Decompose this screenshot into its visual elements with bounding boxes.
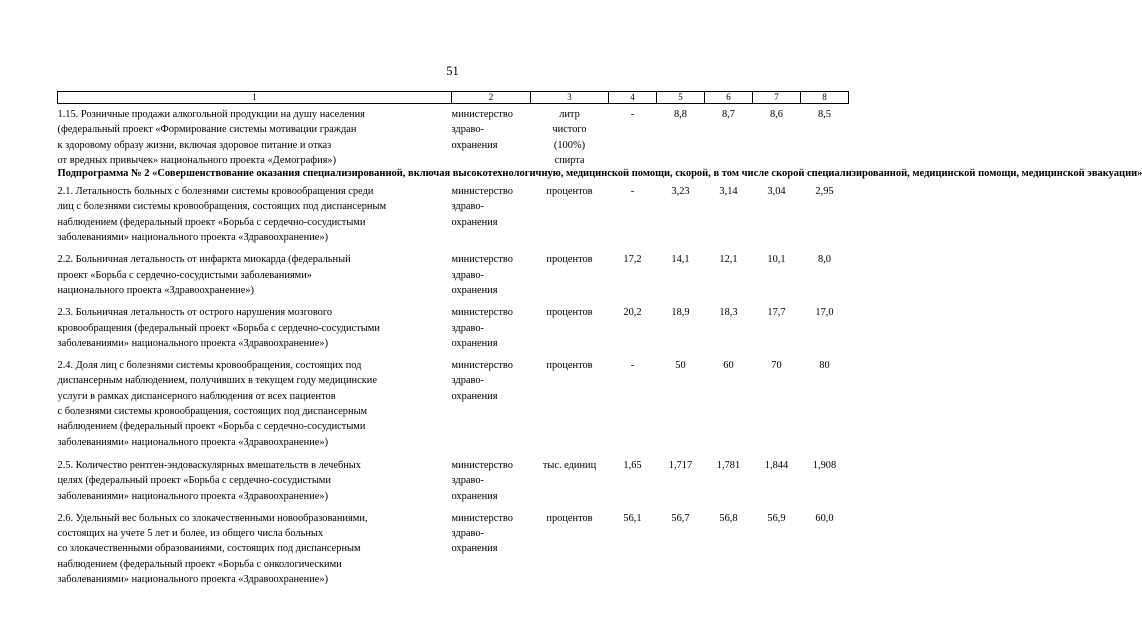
unit-of-measure-line: (100%) — [553, 139, 586, 151]
value-col-8: 8,5 — [818, 109, 831, 120]
value-col-5: 1,717 — [668, 459, 693, 471]
column-number-3: 3 — [531, 92, 609, 104]
indicator-text-line: 2.4. Доля лиц с болезнями системы кровообращения, состоящих под — [57, 360, 362, 372]
value-col-5: 14,1 — [671, 254, 690, 266]
page-number: 51 — [446, 64, 459, 78]
unit-of-measure-line: спирта — [554, 154, 585, 166]
unit-of-measure — [531, 508, 609, 591]
responsible-body — [452, 249, 531, 302]
column-number-8: 8 — [801, 92, 849, 104]
value-col-8: 60,0 — [815, 512, 834, 524]
indicator-row — [58, 302, 849, 355]
value-col-4: - — [630, 109, 635, 120]
value-col-7: 17,7 — [767, 307, 786, 319]
responsible-body-line: охранения — [451, 139, 498, 151]
value-col-6: 1,781 — [716, 459, 741, 471]
column-numbers-row — [58, 92, 849, 104]
indicator-row — [58, 249, 849, 302]
value-col-5: 56,7 — [671, 512, 690, 524]
indicator-text-line: (федеральный проект «Формирование системы мотивации граждан — [57, 124, 357, 136]
value-col-4: 20,2 — [623, 307, 642, 319]
indicators-table — [57, 91, 1142, 591]
indicator-text-line: заболеваниями» национального проекта «Здравоохранение») — [57, 232, 329, 244]
indicator-text-line: проект «Борьба с сердечно-сосудистыми заболеваниями» — [57, 269, 312, 281]
indicator-text-line: лиц с болезнями системы кровообращения, состоящих под диспансерным — [57, 201, 387, 213]
unit-of-measure — [531, 180, 609, 249]
indicator-text-line: заболеваниями» национального проекта «Здравоохранение») — [57, 337, 329, 349]
responsible-body — [452, 355, 531, 454]
value-col-7: 56,9 — [767, 512, 786, 524]
unit-of-measure-line: процентов — [546, 512, 593, 524]
responsible-body-line: охранения — [451, 337, 498, 349]
responsible-body-line: охранения — [451, 490, 498, 502]
value-col-8: 80 — [819, 360, 830, 372]
value-col-7: 70 — [771, 360, 782, 372]
responsible-body-line: министерство — [451, 459, 513, 471]
value-col-4: 17,2 — [623, 254, 642, 266]
value-col-7: 8,6 — [770, 109, 783, 120]
responsible-body-line: здраво- — [451, 322, 485, 334]
value-col-5: 18,9 — [671, 307, 690, 319]
column-number-1: 1 — [58, 92, 452, 104]
indicator-row — [58, 454, 849, 508]
value-col-8: 2,95 — [815, 186, 834, 198]
value-col-4: 56,1 — [623, 512, 642, 524]
unit-of-measure — [531, 302, 609, 355]
responsible-body-line: здраво- — [451, 269, 485, 281]
unit-of-measure — [531, 249, 609, 302]
value-col-4: 1,65 — [623, 459, 642, 471]
responsible-body — [452, 104, 531, 169]
indicator-text — [58, 180, 452, 249]
responsible-body-line: министерство — [451, 512, 513, 524]
indicator-text-line: целях (федеральный проект «Борьба с сердечно-сосудистыми — [57, 475, 331, 487]
subprogram-heading-row — [58, 168, 849, 180]
value-col-8: 17,0 — [815, 307, 834, 319]
unit-of-measure-line: чистого — [552, 124, 587, 136]
value-col-7: 3,04 — [767, 186, 786, 198]
responsible-body-line: здраво- — [451, 528, 485, 540]
indicator-text-line: состоящих на учете 5 лет и более, из общего числа больных — [57, 528, 324, 540]
indicator-text-line: 2.3. Больничная летальность от острого нарушения мозгового — [57, 307, 333, 319]
column-number-4: 4 — [609, 92, 657, 104]
responsible-body-line: министерство — [451, 360, 513, 372]
indicator-text-line: национального проекта «Здравоохранение») — [57, 284, 254, 296]
unit-of-measure-line: процентов — [546, 307, 593, 319]
responsible-body-line: охранения — [451, 543, 498, 555]
indicator-text-line: наблюдением (федеральный проект «Борьба с онкологическими — [57, 558, 342, 570]
value-col-6: 12,1 — [719, 254, 738, 266]
responsible-body-line: министерство — [451, 254, 513, 266]
indicator-text-line: с болезнями системы кровообращения, состоящих под диспансерным — [57, 406, 368, 418]
value-col-4: - — [630, 360, 635, 372]
indicator-text-line: 2.6. Удельный вес больных со злокачественными новообразованиями, — [57, 512, 368, 524]
unit-of-measure — [531, 454, 609, 508]
indicator-text-line: диспансерным наблюдением, получивших в текущем году медицинские — [57, 375, 377, 387]
indicator-text-line: заболеваниями» национального проекта «Здравоохранение») — [57, 436, 329, 448]
indicator-text-line: 2.2. Больничная летальность от инфаркта миокарда (федеральный — [57, 254, 351, 266]
subprogram-heading: Подпрограмма № 2 «Совершенствование оказания специализированной, включая высокотехнологичную, медицинской помощи, скорой, в том числе скорой специализированной, медицинской помощи, медицинской эвакуации» — [57, 168, 1142, 180]
responsible-body-line: охранения — [451, 284, 498, 296]
responsible-body — [452, 508, 531, 591]
indicator-text-line: со злокачественными образованиями, состоящих под диспансерным — [57, 543, 361, 555]
column-number-6: 6 — [705, 92, 753, 104]
indicator-text — [58, 302, 452, 355]
indicator-text — [58, 249, 452, 302]
responsible-body-line: министерство — [451, 307, 513, 319]
unit-of-measure — [531, 104, 609, 169]
value-col-5: 8,8 — [674, 109, 687, 120]
value-col-6: 3,14 — [719, 186, 738, 198]
indicator-text — [58, 104, 452, 169]
indicator-text-line: наблюдением (федеральный проект «Борьба с сердечно-сосудистыми — [57, 421, 366, 433]
responsible-body — [452, 454, 531, 508]
value-col-6: 60 — [723, 360, 734, 372]
indicator-text-line: заболеваниями» национального проекта «Здравоохранение») — [57, 490, 329, 502]
responsible-body-line: здраво- — [451, 375, 485, 387]
value-col-6: 18,3 — [719, 307, 738, 319]
value-col-8: 1,908 — [812, 459, 837, 471]
indicator-text-line: заболеваниями» национального проекта «Здравоохранение») — [57, 574, 329, 586]
responsible-body-line: здраво- — [451, 475, 485, 487]
column-number-2: 2 — [452, 92, 531, 104]
responsible-body-line: охранения — [451, 390, 498, 402]
responsible-body-line: охранения — [451, 216, 498, 228]
responsible-body-line: здраво- — [451, 201, 485, 213]
column-number-7: 7 — [753, 92, 801, 104]
indicator-text-line: услуги в рамках диспансерного наблюдения от всех пациентов — [57, 390, 336, 402]
unit-of-measure-line: тыс. единиц — [542, 459, 597, 471]
indicator-text-line: от вредных привычек» национального проекта «Демография») — [57, 154, 337, 166]
indicator-text-line: кровообращения (федеральный проект «Борьба с сердечно-сосудистыми — [57, 322, 380, 334]
indicator-text-line: 2.5. Количество рентген-эндоваскулярных вмешательств в лечебных — [57, 459, 361, 471]
indicator-text-line: к здоровому образу жизни, включая здоровое питание и отказ — [57, 139, 332, 151]
unit-of-measure-line: литр — [559, 109, 580, 120]
indicator-text-line: наблюдением (федеральный проект «Борьба с сердечно-сосудистыми — [57, 216, 366, 228]
responsible-body — [452, 302, 531, 355]
value-col-5: 50 — [675, 360, 686, 372]
indicator-text — [58, 355, 452, 454]
indicator-text-line: 1.15. Розничные продажи алкогольной продукции на душу населения — [57, 109, 365, 120]
value-col-6: 8,7 — [722, 109, 735, 120]
indicator-text — [58, 454, 452, 508]
responsible-body-line: министерство — [451, 186, 513, 198]
indicator-row — [58, 508, 849, 591]
unit-of-measure-line: процентов — [546, 254, 593, 266]
indicator-row — [58, 180, 849, 249]
value-col-5: 3,23 — [671, 186, 690, 198]
value-col-8: 8,0 — [818, 254, 831, 266]
responsible-body-line: министерство — [451, 109, 513, 120]
unit-of-measure-line: процентов — [546, 186, 593, 198]
indicator-row — [58, 355, 849, 454]
responsible-body-line: здраво- — [451, 124, 485, 136]
indicator-row — [58, 104, 849, 169]
value-col-7: 1,844 — [764, 459, 789, 471]
value-col-6: 56,8 — [719, 512, 738, 524]
column-number-5: 5 — [657, 92, 705, 104]
value-col-7: 10,1 — [767, 254, 786, 266]
indicator-text — [58, 508, 452, 591]
responsible-body — [452, 180, 531, 249]
unit-of-measure — [531, 355, 609, 454]
value-col-4: - — [630, 186, 635, 198]
unit-of-measure-line: процентов — [546, 360, 593, 372]
indicator-text-line: 2.1. Летальность больных с болезнями системы кровообращения среди — [57, 186, 374, 198]
